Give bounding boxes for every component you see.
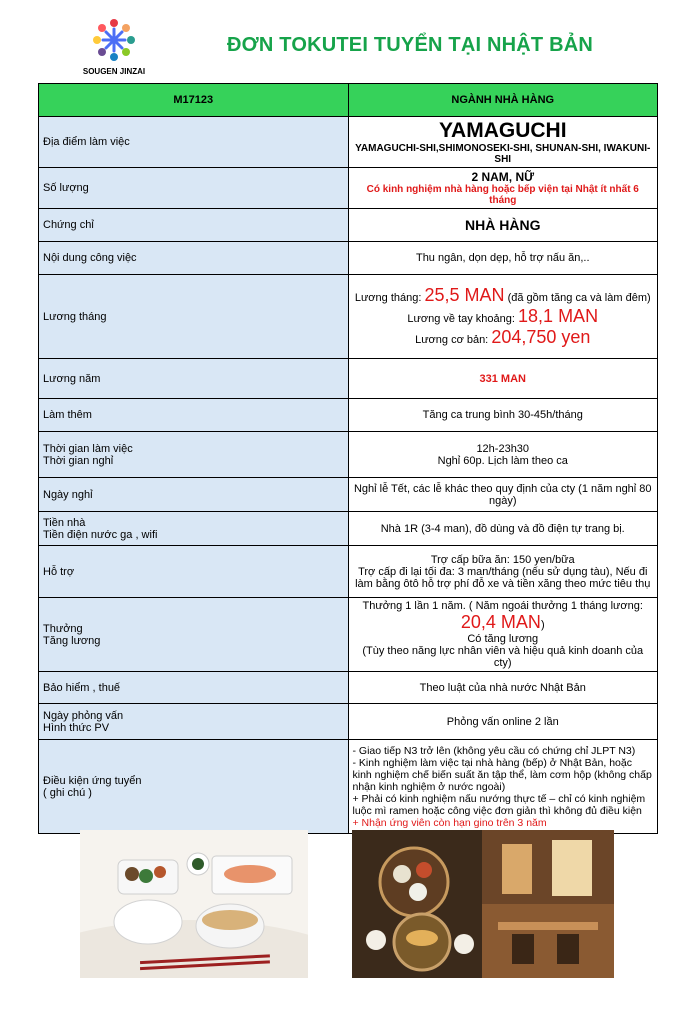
- raise-label: Tăng lương: [43, 634, 101, 647]
- row-label: [39, 598, 349, 672]
- row-label: [39, 512, 349, 546]
- takehome-line: [353, 306, 654, 327]
- bonus-suffix: ): [540, 619, 545, 631]
- job-code: M17123: [39, 84, 349, 117]
- table-row: [39, 168, 658, 209]
- table-row: [39, 704, 658, 740]
- table-row: [39, 399, 658, 432]
- requirement-item: - Giao tiếp N3 trở lên (không yêu cầu có chứng chỉ JLPT N3): [352, 744, 636, 757]
- page-title: ĐƠN TOKUTEI TUYỂN TẠI NHẬT BẢN: [226, 34, 594, 56]
- meal-allowance: Trợ cấp bữa ăn: 150 yen/bữa: [430, 553, 575, 566]
- job-industry: NGÀNH NHÀ HÀNG: [348, 84, 658, 117]
- monthly-prefix: Lương tháng:: [354, 292, 422, 304]
- row-label: Chứng chỉ: [39, 209, 349, 242]
- requirement-item: + Phải có kinh nghiệm nấu nướng thực tế – chỉ có kinh nghiệm luộc mì ramen hoặc công việc đơn giản thì không đủ điều kiện: [352, 792, 646, 817]
- utilities-label: Tiền điện nước ga , wifi: [43, 528, 158, 541]
- row-label: Bảo hiểm , thuế: [39, 672, 349, 704]
- interview-value: Phỏng vấn online 2 lần: [348, 704, 658, 740]
- row-label: [39, 740, 349, 834]
- row-label: Lương tháng: [39, 275, 349, 359]
- table-row: [39, 432, 658, 478]
- table-row: [39, 117, 658, 168]
- row-label: Địa điểm làm việc: [39, 117, 349, 168]
- raise-value: Có tăng lương: [467, 633, 539, 645]
- interview-date-label: Ngày phỏng vấn: [43, 709, 124, 722]
- row-value: [348, 432, 658, 478]
- bonus-amount: 20,4 MAN: [460, 612, 541, 632]
- break-value: Nghỉ 60p. Lịch làm theo ca: [437, 454, 568, 467]
- table-row: [39, 598, 658, 672]
- row-value: [348, 117, 658, 168]
- raise-note: (Tùy theo năng lực nhân viên và hiệu quả kinh doanh của cty): [362, 645, 644, 669]
- location-city: YAMAGUCHI: [438, 119, 567, 142]
- interview-type-label: Hình thức PV: [43, 721, 110, 734]
- requirements-label: Điều kiện ứng tuyển: [43, 774, 142, 787]
- annual-value: 331 MAN: [348, 359, 658, 399]
- row-label: Lương năm: [39, 359, 349, 399]
- table-row: [39, 478, 658, 512]
- restaurant-dishes-photo: [352, 830, 614, 978]
- bonus-label: Thưởng: [43, 622, 83, 635]
- insurance-value: Theo luật của nhà nước Nhật Bản: [348, 672, 658, 704]
- table-row: [39, 359, 658, 399]
- row-value: [348, 168, 658, 209]
- row-label: Làm thêm: [39, 399, 349, 432]
- location-areas: YAMAGUCHI-SHI,SHIMONOSEKI-SHI, SHUNAN-SHI, IWAKUNI-SHI: [355, 143, 651, 165]
- certificate-value: NHÀ HÀNG: [348, 209, 658, 242]
- row-label: Hỗ trợ: [39, 546, 349, 598]
- transport-allowance: Trợ cấp đi lại tối đa: 3 man/tháng (nếu sử dụng tàu), Nếu đi làm bằng ôtô hỗ trợ phí đỗ xe và tiền xăng theo mức tiêu thụ: [355, 565, 651, 590]
- japanese-set-meal-photo: [80, 830, 308, 978]
- takehome-prefix: Lương về tay khoảng:: [407, 313, 515, 325]
- notes-label: ( ghi chú ): [43, 786, 92, 799]
- housing-label: Tiền nhà: [43, 516, 86, 529]
- requirement-item: - Kinh nghiệm làm việc tại nhà hàng (bếp) ở Nhật Bản, hoặc kinh nghiệm chế biến suất ăn tập thể, làm cơm hộp (không chấp nhận kinh nghiệm ở nước ngoài): [352, 756, 652, 793]
- base-prefix: Lương cơ bản:: [415, 334, 489, 346]
- hours-label: Thời gian làm việc: [43, 442, 133, 455]
- row-label: Số lượng: [39, 168, 349, 209]
- quantity-note: Có kinh nghiệm nhà hàng hoặc bếp viện tại Nhật ít nhất 6 tháng: [366, 184, 639, 206]
- row-label: [39, 704, 349, 740]
- logo-caption: SOUGEN JINZAI: [82, 67, 146, 76]
- bonus-line: [353, 600, 654, 633]
- requirement-item: + Nhận ứng viên còn hạn gino trên 3 năm: [352, 816, 547, 829]
- logo-people-icon: [72, 12, 156, 68]
- table-row: [39, 275, 658, 359]
- table-row: [39, 740, 658, 834]
- break-label: Thời gian nghỉ: [43, 454, 114, 467]
- bonus-prefix: Thưởng 1 lần 1 năm. ( Năm ngoái thưởng 1 tháng lương:: [362, 600, 643, 612]
- table-row: [39, 672, 658, 704]
- monthly-salary-line: [353, 285, 654, 306]
- sougen-jinzai-logo: [72, 12, 156, 82]
- holidays-value: Nghỉ lễ Tết, các lễ khác theo quy định của cty (1 năm nghỉ 80 ngày): [348, 478, 658, 512]
- row-value: [348, 275, 658, 359]
- base-amount: 204,750 yen: [491, 327, 591, 347]
- row-label: Nội dung công việc: [39, 242, 349, 275]
- overtime-value: Tăng ca trung bình 30-45h/tháng: [348, 399, 658, 432]
- row-value: [348, 546, 658, 598]
- row-label: Ngày nghỉ: [39, 478, 349, 512]
- table-row: [39, 209, 658, 242]
- monthly-amount: 25,5 MAN: [424, 285, 505, 305]
- duties-value: Thu ngân, dọn dẹp, hỗ trợ nấu ăn,..: [348, 242, 658, 275]
- job-table: [38, 83, 658, 834]
- table-row: [39, 242, 658, 275]
- housing-value: Nhà 1R (3-4 man), đồ dùng và đồ điện tự trang bị.: [348, 512, 658, 546]
- table-row: [39, 546, 658, 598]
- takehome-amount: 18,1 MAN: [518, 306, 599, 326]
- table-header-row: [39, 84, 658, 117]
- row-value: [348, 598, 658, 672]
- hours-value: 12h-23h30: [476, 442, 530, 455]
- header: [0, 0, 691, 82]
- base-salary-line: [353, 327, 654, 348]
- row-label: [39, 432, 349, 478]
- quantity-value: 2 NAM, NỮ: [471, 170, 535, 184]
- table-row: [39, 512, 658, 546]
- monthly-suffix: (đã gồm tăng ca và làm đêm): [507, 292, 651, 304]
- row-value: [348, 740, 658, 834]
